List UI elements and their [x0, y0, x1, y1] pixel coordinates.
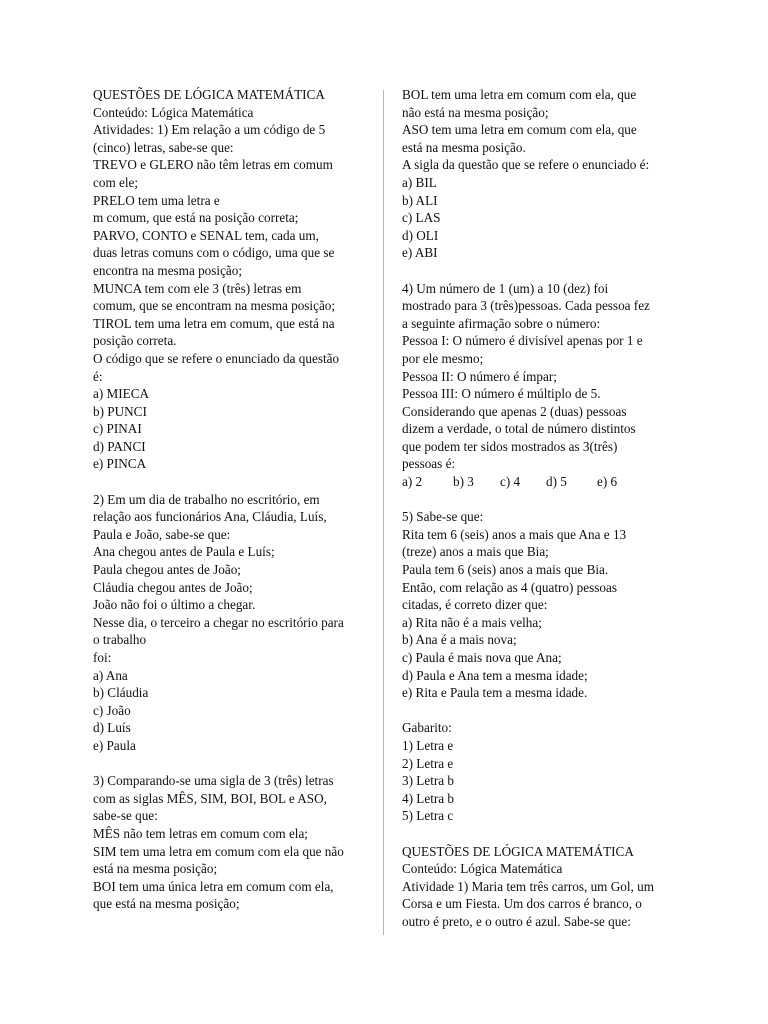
q4-option-a: a) 2	[402, 474, 423, 490]
right-column-part-b	[402, 491, 678, 931]
text-line: Pessoa II: O número é ímpar;	[402, 368, 557, 384]
text-line: Atividades: 1) Em relação a um código de 5	[93, 122, 326, 138]
text-line: QUESTÕES DE LÓGICA MATEMÁTICA	[402, 843, 634, 859]
text-line: Pessoa I: O número é divisível apenas por 1 e	[402, 333, 643, 349]
text-line: Paula chegou antes de João;	[93, 562, 241, 578]
text-line: TREVO e GLERO não têm letras em comum	[93, 157, 333, 173]
text-line: posição correta.	[93, 333, 177, 349]
text-line: pessoas é:	[402, 456, 456, 472]
text-line: 3) Letra b	[402, 773, 454, 789]
text-line: Corsa e um Fiesta. Um dos carros é branco, o	[402, 896, 642, 912]
text-line: c) LAS	[402, 210, 441, 226]
text-line: Considerando que apenas 2 (duas) pessoas	[402, 403, 627, 419]
text-line: Paula tem 6 (seis) anos a mais que Bia.	[402, 562, 609, 578]
text-line: duas letras comuns com o código, uma que se	[93, 245, 335, 261]
text-line: e) Rita e Paula tem a mesma idade.	[402, 685, 588, 701]
text-line: e) PINCA	[93, 456, 147, 472]
q4-option-b: b) 3	[453, 474, 474, 490]
text-line: 4) Um número de 1 (um) a 10 (dez) foi	[402, 280, 609, 296]
text-line: mostrado para 3 (três)pessoas. Cada pessoa fez	[402, 298, 650, 314]
text-line: O código que se refere o enunciado da questão	[93, 350, 340, 366]
text-line: c) Paula é mais nova que Ana;	[402, 650, 562, 665]
text-line	[402, 702, 678, 720]
text-line: b) ALI	[402, 192, 438, 208]
text-line: (treze) anos a mais que Bia;	[402, 544, 549, 560]
text-line: MUNCA tem com ele 3 (três) letras em	[93, 280, 302, 296]
text-line: b) Cláudia	[93, 685, 149, 701]
text-line: MÊS não tem letras em comum com ela;	[93, 825, 308, 841]
text-line: SIM tem uma letra em comum com ela que não	[93, 843, 344, 859]
text-line: 5) Sabe-se que:	[402, 509, 484, 525]
text-line: a) BIL	[402, 174, 437, 190]
text-line: Nesse dia, o terceiro a chegar no escritório para	[93, 614, 344, 630]
text-line: e) ABI	[402, 245, 438, 261]
text-line: ASO tem uma letra em comum com ela, que	[402, 122, 637, 138]
text-line: com ele;	[93, 174, 139, 190]
text-line: d) OLI	[402, 227, 439, 243]
text-line: Gabarito:	[402, 720, 452, 736]
text-line: Rita tem 6 (seis) anos a mais que Ana e 13	[402, 526, 627, 542]
text-line: QUESTÕES DE LÓGICA MATEMÁTICA	[93, 87, 325, 102]
text-line: 5) Letra c	[402, 808, 454, 824]
text-line: João não foi o último a chegar.	[93, 597, 256, 613]
text-line: b) Ana é a mais nova;	[402, 632, 517, 648]
text-line: Atividade 1) Maria tem três carros, um Gol, um	[402, 878, 654, 894]
text-line	[93, 473, 363, 491]
text-line: está na mesma posição;	[93, 861, 218, 877]
text-line: PARVO, CONTO e SENAL tem, cada um,	[93, 227, 319, 243]
text-line: 2) Em um dia de trabalho no escritório, em	[93, 491, 320, 507]
text-line: BOL tem uma letra em comum com ela, que	[402, 87, 637, 102]
text-line: por ele mesmo;	[402, 350, 484, 366]
text-line: d) Luís	[93, 720, 131, 736]
left-column	[93, 86, 363, 913]
q4-options-row	[402, 473, 678, 491]
text-line: TIROL tem uma letra em comum, que está na	[93, 315, 335, 331]
q4-option-c: c) 4	[500, 474, 521, 490]
text-line: b) PUNCI	[93, 403, 147, 419]
text-line: Então, com relação as 4 (quatro) pessoas	[402, 579, 617, 595]
q4-option-d: d) 5	[546, 474, 567, 490]
text-line: 3) Comparando-se uma sigla de 3 (três) letras	[93, 773, 334, 789]
text-line: c) PINAI	[93, 421, 142, 437]
text-line	[402, 491, 678, 509]
text-line	[402, 825, 678, 843]
column-divider	[383, 90, 384, 935]
text-line: relação aos funcionários Ana, Cláudia, Luís,	[93, 509, 327, 525]
text-line: c) João	[93, 702, 131, 718]
text-line	[93, 755, 363, 773]
text-line: dizem a verdade, o total de número distintos	[402, 421, 636, 437]
text-line: que podem ter sidos mostrados as 3(três)	[402, 438, 618, 454]
text-line: sabe-se que:	[93, 808, 158, 824]
text-line: é:	[93, 368, 103, 384]
text-line: e) Paula	[93, 737, 136, 753]
text-line: o trabalho	[93, 632, 147, 648]
text-line: PRELO tem uma letra e	[93, 192, 220, 208]
text-line: está na mesma posição.	[402, 139, 526, 155]
text-line: Paula e João, sabe-se que:	[93, 526, 231, 542]
text-line: citadas, é correto dizer que:	[402, 597, 548, 613]
text-line: Pessoa III: O número é múltiplo de 5.	[402, 386, 601, 402]
text-line: d) PANCI	[93, 438, 146, 454]
text-line: A sigla da questão que se refere o enunciado é:	[402, 157, 650, 173]
text-line: d) Paula e Ana tem a mesma idade;	[402, 667, 588, 683]
text-line: Ana chegou antes de Paula e Luís;	[93, 544, 275, 560]
text-line: BOI tem uma única letra em comum com ela,	[93, 878, 334, 894]
q4-option-e: e) 6	[597, 474, 618, 490]
text-line: a seguinte afirmação sobre o número:	[402, 315, 601, 331]
text-line: Cláudia chegou antes de João;	[93, 579, 253, 595]
text-line: m comum, que está na posição correta;	[93, 210, 299, 226]
text-line: 4) Letra b	[402, 790, 454, 806]
right-column-part-a	[402, 86, 678, 473]
right-column	[402, 86, 678, 931]
text-line: 2) Letra e	[402, 755, 454, 771]
text-line: a) MIECA	[93, 386, 150, 402]
text-line: Conteúdo: Lógica Matemática	[93, 104, 254, 120]
text-line: não está na mesma posição;	[402, 104, 549, 120]
text-line: outro é preto, e o outro é azul. Sabe-se que:	[402, 913, 631, 929]
text-line: (cinco) letras, sabe-se que:	[93, 139, 234, 155]
text-line: que está na mesma posição;	[93, 896, 240, 912]
text-line: comum, que se encontram na mesma posição;	[93, 298, 336, 314]
text-line: a) Ana	[93, 667, 128, 683]
text-line: Conteúdo: Lógica Matemática	[402, 861, 563, 877]
text-line: 1) Letra e	[402, 737, 454, 753]
text-line: foi:	[93, 650, 112, 665]
text-line	[402, 262, 678, 280]
text-line: encontra na mesma posição;	[93, 262, 243, 278]
text-line: a) Rita não é a mais velha;	[402, 614, 542, 630]
text-line: com as siglas MÊS, SIM, BOI, BOL e ASO,	[93, 790, 327, 806]
